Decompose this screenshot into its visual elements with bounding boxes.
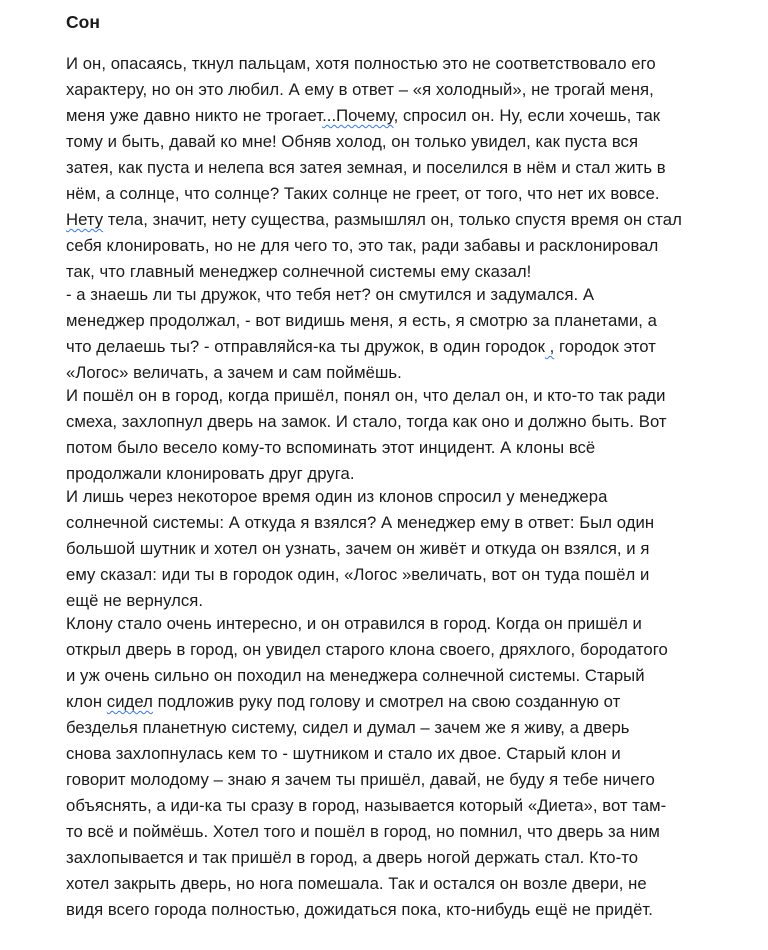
text-line: говорит молодому – знаю я зачем ты пришёл, давай, не буду я тебе ничего (66, 770, 655, 789)
text-line: открыл дверь в город, он увидел старого клона своего, дряхлого, бородатого (66, 640, 668, 659)
document-body (66, 51, 738, 923)
text-line: и уж очень сильно он походил на менеджера солнечной системы. Старый (66, 666, 645, 685)
text-line: видя всего города полностью, дожидаться пока, кто-нибудь ещё не придёт. (66, 900, 653, 919)
text-line: себя клонировать, но не для чего то, это так, ради забавы и расклонировал (66, 236, 659, 255)
text-line: «Логос» величать, а зачем и сам поймёшь. (66, 363, 402, 382)
text-line: снова захлопнулась кем то - шутником и стало их двое. Старый клон и (66, 744, 621, 763)
text-line: хотел закрыть дверь, но нога помешала. Так и остался он возле двери, не (66, 874, 647, 893)
text-line: И лишь через некоторое время один из клонов спросил у менеджера (66, 487, 608, 506)
text-line: захлопывается и так пришёл в город, а дверь ногой держать стал. Кто-то (66, 848, 639, 867)
text-line: Клону стало очень интересно, и он отравился в город. Когда он пришёл и (66, 614, 642, 633)
spellcheck-mark: ...Почему (322, 106, 394, 125)
document-title: Сон (66, 12, 100, 32)
text-line: что делаешь ты? - отправляйся-ка ты дружок, в один городок , городок этот (66, 337, 656, 356)
text-line: объяснять, а иди-ка ты сразу в город, называется который «Диета», вот там- (66, 796, 667, 815)
text-line: ему сказал: иди ты в городок один, «Логос »величать, вот он туда пошёл и (66, 565, 650, 584)
text-line: менеджер продолжал, - вот видишь меня, я есть, я смотрю за планетами, а (66, 311, 657, 330)
text-line: затея, как пуста и нелепа вся затея земная, и поселился в нём и стал жить в (66, 158, 666, 177)
text-line: то всё и поймёшь. Хотел того и пошёл в город, но помнил, что дверь за ним (66, 822, 660, 841)
text-line: ещё не вернулся. (66, 591, 204, 610)
text-line: характеру, но он это любил. А ему в ответ – «я холодный», не трогай меня, (66, 80, 654, 99)
text-line: нём, а солнце, что солнце? Таких солнце не греет, от того, что нет их вовсе. (66, 184, 660, 203)
text-line: меня уже давно никто не трогает...Почему, спросил он. Ну, если хочешь, так (66, 106, 661, 125)
text-line: так, что главный менеджер солнечной системы ему сказал! (66, 262, 532, 281)
text-line: - а знаешь ли ты дружок, что тебя нет? он смутился и задумался. А (66, 285, 595, 304)
spellcheck-mark: сидел (106, 692, 153, 711)
spellcheck-mark: Нету (66, 210, 104, 229)
spellcheck-mark: , (544, 337, 555, 356)
text-line: продолжали клонировать друг друга. (66, 464, 355, 483)
text-line: потом было весело кому-то вспоминать этот инцидент. А клоны всё (66, 438, 596, 457)
text-line: клон сидел подложив руку под голову и смотрел на свою созданную от (66, 692, 621, 711)
text-line: солнечной системы: А откуда я взялся? А менеджер ему в ответ: Был один (66, 513, 655, 532)
text-line: И он, опасаясь, ткнул пальцам, хотя полностью это не соответствовало его (66, 54, 656, 73)
text-line: И пошёл он в город, когда пришёл, понял он, что делал он, и кто-то так ради (66, 386, 666, 405)
text-line: тому и быть, давай ко мне! Обняв холод, он только увидел, как пуста вся (66, 132, 639, 151)
text-line: Нету тела, значит, нету существа, размышлял он, только спустя время он стал (66, 210, 682, 229)
text-line: безделья планетную систему, сидел и думал – зачем же я живу, а дверь (66, 718, 630, 737)
text-line: большой шутник и хотел он узнать, зачем он живёт и откуда он взялся, и я (66, 539, 650, 558)
text-line: смеха, захлопнул дверь на замок. И стало, тогда как оно и должно быть. Вот (66, 412, 667, 431)
